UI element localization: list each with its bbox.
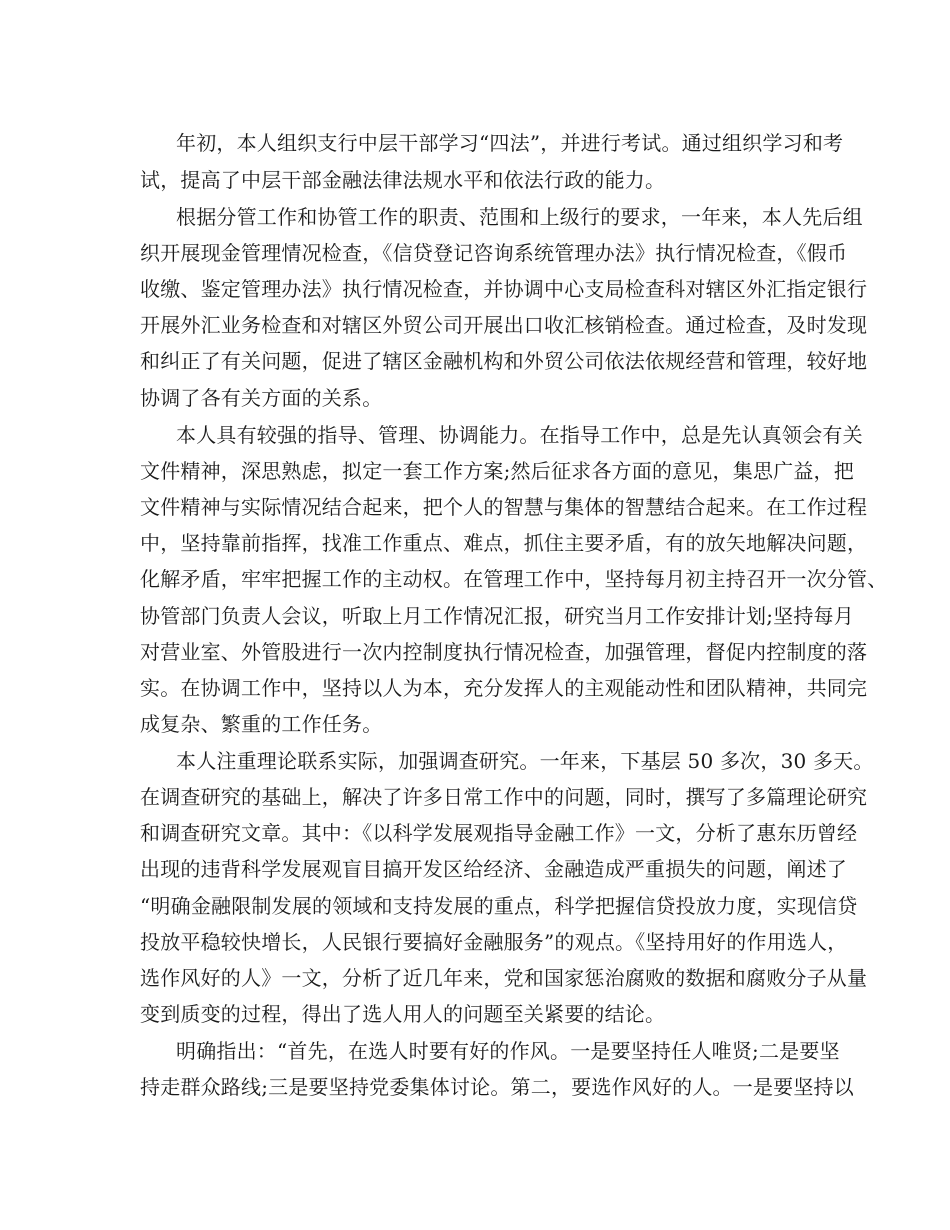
paragraph-1-line-1: 年初，本人组织支行中层干部学习“四法”，并进行考试。通过组织学习和考 xyxy=(176,131,844,155)
paragraph-2-line-6: 协调了各有关方面的关系。 xyxy=(140,386,383,410)
paragraph-3-line-2: 文件精神，深思熟虑，拟定一套工作方案;然后征求各方面的意见，集思广益，把 xyxy=(140,459,854,483)
paragraph-3-line-8: 实。在协调工作中，坚持以人为本，充分发挥人的主观能动性和团队精神，共同完 xyxy=(140,676,868,700)
paragraph-1-line-2: 试，提高了中层干部金融法律法规水平和依法行政的能力。 xyxy=(140,168,666,192)
paragraph-2-line-5: 和纠正了有关问题，促进了辖区金融机构和外贸公司依法依规经营和管理，较好地 xyxy=(140,349,868,373)
paragraph-5-line-2: 持走群众路线;三是要坚持党委集体讨论。第二，要选作风好的人。一是要坚持以 xyxy=(140,1075,854,1099)
paragraph-2-line-4: 开展外汇业务检查和对辖区外贸公司开展出口收汇核销检查。通过检查，及时发现 xyxy=(140,313,868,337)
paragraph-4-line-1: 本人注重理论联系实际，加强调查研究。一年来，下基层 50 多次，30 多天。 xyxy=(176,749,874,773)
paragraph-3-line-9: 成复杂、繁重的工作任务。 xyxy=(140,712,383,736)
paragraph-4-line-6: 投放平稳较快增长，人民银行要搞好金融服务”的观点。《坚持用好的作用选人， xyxy=(140,930,848,954)
paragraph-4-line-7: 选作风好的人》一文，分析了近几年来，党和国家惩治腐败的数据和腐败分子从量 xyxy=(140,966,868,990)
paragraph-4-line-4: 出现的违背科学发展观盲目搞开发区给经济、金融造成严重损失的问题，阐述了 xyxy=(140,857,847,881)
paragraph-3-line-3: 文件精神与实际情况结合起来，把个人的智慧与集体的智慧结合起来。在工作过程 xyxy=(140,495,868,519)
paragraph-3-line-4: 中，坚持靠前指挥，找准工作重点、难点，抓住主要矛盾，有的放矢地解决问题， xyxy=(140,531,868,555)
paragraph-3-line-1: 本人具有较强的指导、管理、协调能力。在指导工作中，总是先认真领会有关 xyxy=(176,423,863,447)
paragraph-4-line-8: 变到质变的过程，得出了选人用人的问题至关紧要的结论。 xyxy=(140,1002,666,1026)
paragraph-4-line-2: 在调查研究的基础上，解决了许多日常工作中的问题，同时，撰写了多篇理论研究 xyxy=(140,785,868,809)
paragraph-3-line-6: 协管部门负责人会议，听取上月工作情况汇报，研究当月工作安排计划;坚持每月 xyxy=(140,604,854,628)
paragraph-4-line-5: “明确金融限制发展的领域和支持发展的重点，科学把握信贷投放力度，实现信贷 xyxy=(140,894,858,918)
paragraph-4-line-3: 和调查研究文章。其中：《以科学发展观指导金融工作》一文，分析了惠东历曾经 xyxy=(140,821,858,845)
paragraph-2-line-3: 收缴、鉴定管理办法》执行情况检查，并协调中心支局检查科对辖区外汇指定银行 xyxy=(140,277,868,301)
paragraph-3-line-5: 化解矛盾，牢牢把握工作的主动权。在管理工作中，坚持每月初主持召开一次分管、 xyxy=(140,567,888,591)
paragraph-3-line-7: 对营业室、外管股进行一次内控制度执行情况检查，加强管理，督促内控制度的落 xyxy=(140,640,868,664)
paragraph-5-line-1: 明确指出：“首先，在选人时要有好的作风。一是要坚持任人唯贤;二是要坚 xyxy=(176,1039,840,1063)
paragraph-2-line-1: 根据分管工作和协管工作的职责、范围和上级行的要求，一年来，本人先后组 xyxy=(176,205,863,229)
paragraph-2-line-2: 织开展现金管理情况检查，《信贷登记咨询系统管理办法》执行情况检查，《假币 xyxy=(140,241,848,265)
